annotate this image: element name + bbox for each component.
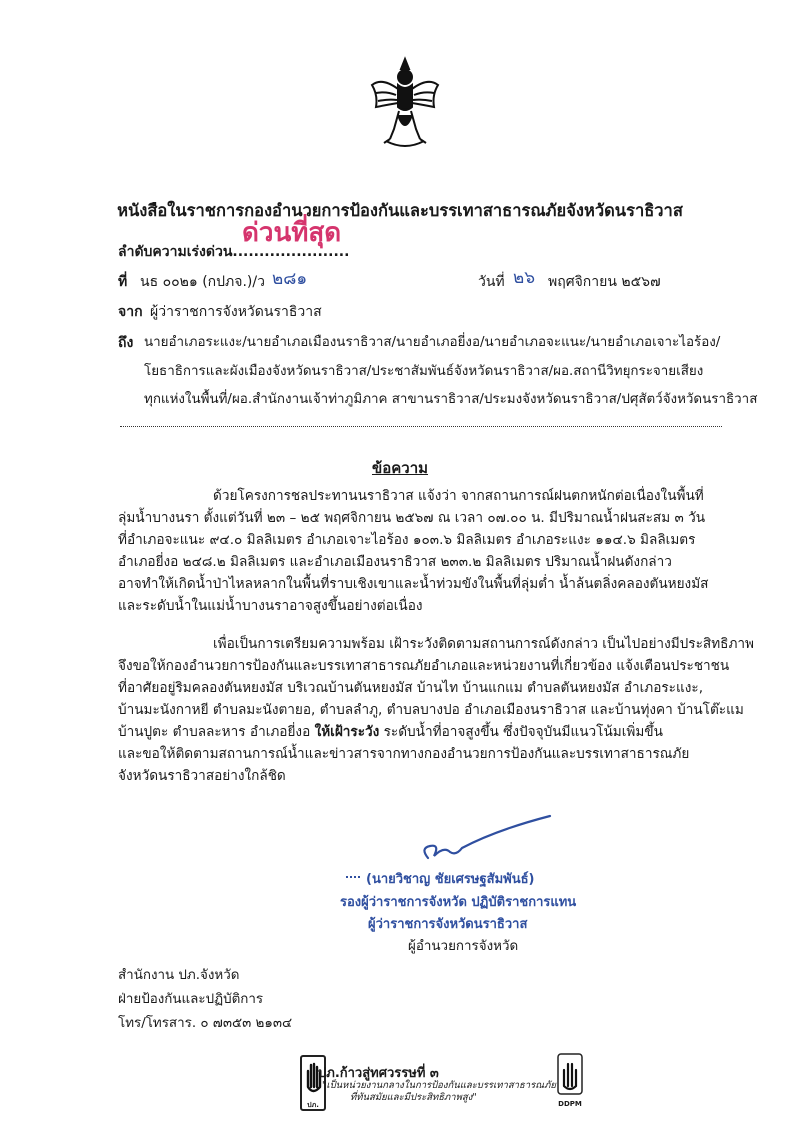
- from-label: จาก: [118, 304, 143, 320]
- signer-name: (นายวิชาญ ชัยเศรษฐสัมพันธ์): [366, 872, 535, 887]
- date-day: ๒๖: [513, 268, 535, 288]
- ref-label: ที่: [118, 274, 128, 290]
- para1-line: ด้วยโครงการชลประทานนราธิวาส แจ้งว่า จากสถานการณ์ฝนตกหนักต่อเนื่องในพื้นที่: [213, 488, 704, 504]
- ref-number: ๒๘๑: [272, 269, 308, 289]
- para2-line-5: [118, 722, 663, 744]
- signer-position-3: ผู้อำนวยการจังหวัด: [408, 939, 519, 954]
- date-month-year: พฤศจิกายน ๒๕๖๗: [548, 274, 661, 290]
- message-heading-wrap: [0, 456, 800, 480]
- para1-line: อาจทำให้เกิดน้ำป่าไหลหลากในพื้นที่ราบเชิงเขาและน้ำท่วมขังในพื้นที่ลุ่มต่ำ น้ำล้นตลิ่งคลองตันหยงมัส: [118, 576, 709, 592]
- para2-line: จึงขอให้กองอำนวยการป้องกันและบรรเทาสาธารณภัยอำเภอและหน่วยงานที่เกี่ยวข้อง แจ้งเตือนประชาชน: [118, 658, 730, 674]
- urgency-label: ลำดับความเร่งด่วน......................: [118, 244, 350, 260]
- para2-line-5-start: บ้านปูตะ ตำบลละหาร อำเภอยี่งอ: [118, 724, 311, 740]
- footer-motto: [322, 1080, 556, 1104]
- to-label: ถึง: [118, 335, 134, 351]
- separator-line: [120, 426, 722, 427]
- to-line-1: นายอำเภอระแงะ/นายอำเภอเมืองนราธิวาส/นายอำเภอยี่งอ/นายอำเภอจะแนะ/นายอำเภอเจาะไอร้อง/: [144, 335, 721, 350]
- ddpm-logo: [555, 1052, 585, 1108]
- footer-org: ปภ.ก้าวสู่ทศวรรษที่ ๓: [318, 1066, 439, 1081]
- date-label: วันที่: [478, 274, 505, 290]
- garuda-emblem-icon: [368, 55, 442, 155]
- para2-line-5-end: ระดับน้ำที่อาจสูงขึ้น ซึ่งปัจจุบันมีแนวโน้มเพิ่มขึ้น: [383, 724, 663, 740]
- para2-line: เพื่อเป็นการเตรียมความพร้อม เฝ้าระวังติดตามสถานการณ์ดังกล่าว เป็นไปอย่างมีประสิทธิภาพ: [213, 636, 755, 652]
- office-line-1: สำนักงาน ปภ.จังหวัด: [118, 968, 240, 983]
- signature-mark: [346, 876, 360, 878]
- to-line-3: ทุกแห่งในพื้นที่/ผอ.สำนักงานเจ้าท่าภูมิภาค สาขานราธิวาส/ประมงจังหวัดนราธิวาส/ปศุสัตว์จังหวัดนราธิวาส: [144, 392, 758, 407]
- signer-position-2: ผู้ว่าราชการจังหวัดนราธิวาส: [368, 917, 528, 932]
- para1-line: และระดับน้ำในแม่น้ำบางนราอาจสูงขึ้นอย่างต่อเนื่อง: [118, 598, 423, 614]
- para2-line: จังหวัดนราธิวาสอย่างใกล้ชิด: [118, 768, 286, 784]
- signer-position-1: รองผู้ว่าราชการจังหวัด ปฏิบัติราชการแทน: [340, 895, 577, 910]
- message-heading: ข้อความ: [371, 459, 429, 477]
- footer-motto-line-2: ที่ทันสมัยและมีประสิทธิภาพสูง": [350, 1092, 477, 1103]
- signature-scribble: [400, 808, 560, 868]
- office-line-2: ฝ่ายป้องกันและปฏิบัติการ: [118, 992, 264, 1007]
- para2-line: ที่อาศัยอยู่ริมคลองตันหยงมัส บริเวณบ้านตันหยงมัส บ้านไท บ้านแกแม ตำบลตันหยงมัส อำเภอระแงะ,: [118, 680, 704, 696]
- footer-motto-line-1: "เป็นหน่วยงานกลางในการป้องกันและบรรเทาสาธารณภัย: [322, 1080, 556, 1091]
- warning-emphasis: ให้เฝ้าระวัง: [314, 724, 380, 740]
- to-line-2: โยธาธิการและผังเมืองจังหวัดนราธิวาส/ประชาสัมพันธ์จังหวัดนราธิวาส/ผอ.สถานีวิทยุกระจายเสียง: [144, 364, 704, 379]
- logo-right-text: DDPM: [558, 1100, 582, 1108]
- ddpm-emblem-icon: [555, 1052, 585, 1096]
- para1-line: ที่อำเภอจะแนะ ๙๔.๐ มิลลิเมตร อำเภอเจาะไอร้อง ๑๐๓.๖ มิลลิเมตร อำเภอระแงะ ๑๑๔.๖ มิลลิเมตร: [118, 532, 696, 548]
- para2-line: และขอให้ติดตามสถานการณ์น้ำและข่าวสารจากทางกองอำนวยการป้องกันและบรรเทาสาธารณภัย: [118, 746, 690, 762]
- office-phone: โทร/โทรสาร. ๐ ๗๓๕๓ ๒๑๓๔: [118, 1016, 293, 1031]
- document-title: หนังสือในราชการกองอำนวยการป้องกันและบรรเทาสาธารณภัยจังหวัดนราธิวาส: [117, 201, 683, 220]
- para1-line: อำเภอยี่งอ ๒๔๘.๒ มิลลิเมตร และอำเภอเมืองนราธิวาส ๒๓๓.๒ มิลลิเมตร ปริมาณน้ำฝนดังกล่าว: [118, 554, 672, 570]
- ref-text: นธ ๐๐๒๑ (กปภจ.)/ว: [140, 274, 265, 290]
- logo-left-text: ปภ.: [307, 1101, 319, 1109]
- from-text: ผู้ว่าราชการจังหวัดนราธิวาส: [150, 304, 322, 320]
- urgency-stamp: ด่วนที่สุด: [242, 218, 342, 248]
- para1-line: ลุ่มน้ำบางนรา ตั้งแต่วันที่ ๒๓ – ๒๕ พฤศจิกายน ๒๕๖๗ ณ เวลา ๐๗.๐๐ น. มีปริมาณน้ำฝนสะสม ๓ วัน: [118, 510, 706, 526]
- para2-line: บ้านมะนังกาหยี ตำบลมะนังตายอ, ตำบลลำภู, ตำบลบางปอ อำเภอเมืองนราธิวาส และบ้านทุ่งคา บ้านโต๊ะแม: [118, 702, 744, 718]
